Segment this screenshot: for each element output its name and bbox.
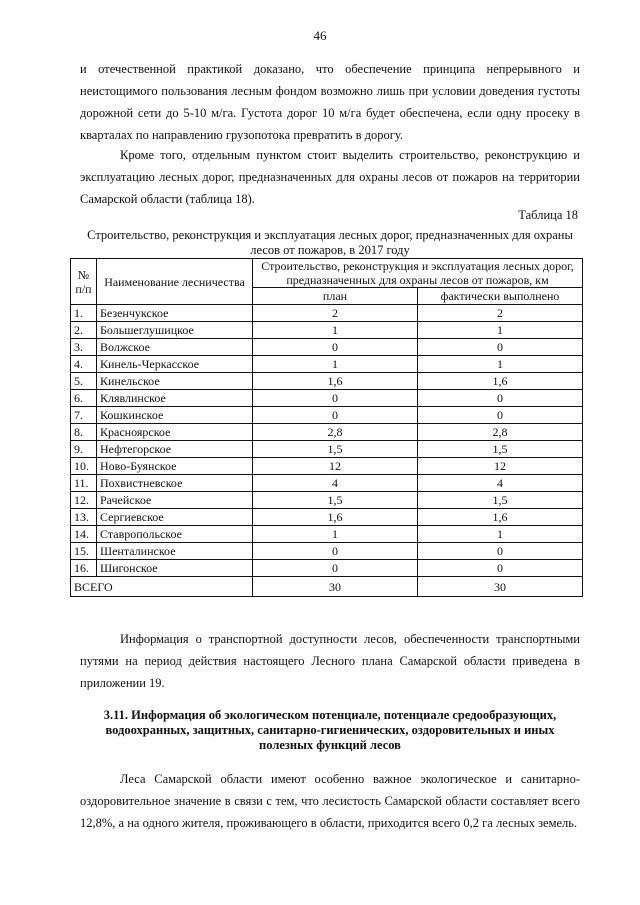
row-num: 14. <box>71 526 97 543</box>
row-name: Красноярское <box>97 424 253 441</box>
total-label: ВСЕГО <box>71 577 253 597</box>
table-row <box>71 492 583 509</box>
header-name: Наименование лесничества <box>97 259 253 305</box>
row-plan: 1 <box>253 526 418 543</box>
row-fact: 0 <box>418 407 583 424</box>
page-number: 46 <box>313 28 327 43</box>
row-fact: 4 <box>418 475 583 492</box>
info-paragraph: Информация о транспортной доступности лесов, обеспеченности транспортными путями на период действия настоящего Лесного плана Самарской области приведена в приложении 19. <box>80 632 580 690</box>
row-fact: 1,5 <box>418 441 583 458</box>
row-name: Волжское <box>97 339 253 356</box>
table-row <box>71 475 583 492</box>
row-name: Ново-Буянское <box>97 458 253 475</box>
row-fact: 0 <box>418 390 583 407</box>
row-num: 4. <box>71 356 97 373</box>
table-row <box>71 543 583 560</box>
row-num: 12. <box>71 492 97 509</box>
row-num: 1. <box>71 305 97 322</box>
table-row <box>71 305 583 322</box>
row-name: Шигонское <box>97 560 253 577</box>
row-fact: 1 <box>418 356 583 373</box>
row-fact: 2,8 <box>418 424 583 441</box>
total-plan: 30 <box>253 577 418 597</box>
row-num: 6. <box>71 390 97 407</box>
table-row <box>71 339 583 356</box>
row-name: Большеглушицкое <box>97 322 253 339</box>
row-plan: 0 <box>253 407 418 424</box>
intro-paragraph: и отечественной практикой доказано, что обеспечение принципа непрерывного и неистощимого пользования лесным фондом возможно лишь при условии доведения густоты дорожной сети до 5-10 м/га. Густота дорог 10 м/га будет обеспечена, если одну просеку в кварталах по направлению грузопотока превратить в дорогу. <box>80 62 580 142</box>
row-name: Кошкинское <box>97 407 253 424</box>
table-row <box>71 458 583 475</box>
row-name: Безенчукское <box>97 305 253 322</box>
row-fact: 1,6 <box>418 509 583 526</box>
row-name: Клявлинское <box>97 390 253 407</box>
row-name: Шенталинское <box>97 543 253 560</box>
header-fact: фактически выполнено <box>418 288 583 305</box>
row-num: 3. <box>71 339 97 356</box>
row-plan: 1 <box>253 322 418 339</box>
table-row <box>71 373 583 390</box>
row-plan: 0 <box>253 390 418 407</box>
table-row <box>71 509 583 526</box>
row-name: Рачейское <box>97 492 253 509</box>
row-num: 9. <box>71 441 97 458</box>
row-plan: 2,8 <box>253 424 418 441</box>
row-num: 13. <box>71 509 97 526</box>
row-name: Похвистневское <box>97 475 253 492</box>
row-name: Ставропольское <box>97 526 253 543</box>
row-fact: 0 <box>418 543 583 560</box>
row-num: 5. <box>71 373 97 390</box>
final-paragraph: Леса Самарской области имеют особенно важное экологическое и санитарно-оздоровительное значение в связи с тем, что лесистость Самарской области составляет всего 12,8%, а на одного жителя, проживающего в области, приходится всего 0,2 га лесных земель. <box>80 772 580 830</box>
row-num: 15. <box>71 543 97 560</box>
row-num: 10. <box>71 458 97 475</box>
total-row <box>71 577 583 597</box>
row-fact: 0 <box>418 339 583 356</box>
row-plan: 0 <box>253 339 418 356</box>
row-plan: 1,6 <box>253 509 418 526</box>
row-plan: 1,6 <box>253 373 418 390</box>
row-name: Сергиевское <box>97 509 253 526</box>
row-plan: 2 <box>253 305 418 322</box>
table-row <box>71 390 583 407</box>
header-num: № п/п <box>71 259 97 305</box>
row-name: Кинельское <box>97 373 253 390</box>
table-row <box>71 424 583 441</box>
row-num: 16. <box>71 560 97 577</box>
row-fact: 0 <box>418 560 583 577</box>
row-plan: 1 <box>253 356 418 373</box>
row-num: 7. <box>71 407 97 424</box>
table-row <box>71 441 583 458</box>
row-fact: 1 <box>418 526 583 543</box>
table-row <box>71 560 583 577</box>
row-fact: 1 <box>418 322 583 339</box>
row-fact: 12 <box>418 458 583 475</box>
table-row <box>71 322 583 339</box>
row-name: Нефтегорское <box>97 441 253 458</box>
header-group: Строительство, реконструкция и эксплуатация лесных дорог, предназначенных для охраны лесов от пожаров, км <box>253 259 583 288</box>
table-label: Таблица 18 <box>518 208 578 222</box>
row-plan: 0 <box>253 543 418 560</box>
row-plan: 12 <box>253 458 418 475</box>
table-row <box>71 407 583 424</box>
section-heading: 3.11. Информация об экологическом потенциале, потенциале средообразующих, водоохранных, защитных, санитарно-гигиенических, оздоровительных и иных полезных функций лесов <box>103 708 557 752</box>
header-plan: план <box>253 288 418 305</box>
table-caption: Строительство, реконструкция и эксплуатация лесных дорог, предназначенных для охраны лесов от пожаров, в 2017 году <box>87 228 573 257</box>
roads-table <box>70 258 583 597</box>
row-num: 11. <box>71 475 97 492</box>
row-plan: 1,5 <box>253 441 418 458</box>
row-fact: 2 <box>418 305 583 322</box>
table-row <box>71 526 583 543</box>
roads-paragraph: Кроме того, отдельным пунктом стоит выделить строительство, реконструкцию и эксплуатацию лесных дорог, предназначенных для охраны лесов от пожаров на территории Самарской области (таблица 18). <box>80 148 580 206</box>
row-plan: 4 <box>253 475 418 492</box>
row-fact: 1,5 <box>418 492 583 509</box>
table-row <box>71 356 583 373</box>
row-plan: 1,5 <box>253 492 418 509</box>
row-num: 2. <box>71 322 97 339</box>
row-num: 8. <box>71 424 97 441</box>
total-fact: 30 <box>418 577 583 597</box>
row-plan: 0 <box>253 560 418 577</box>
row-fact: 1,6 <box>418 373 583 390</box>
row-name: Кинель-Черкасское <box>97 356 253 373</box>
